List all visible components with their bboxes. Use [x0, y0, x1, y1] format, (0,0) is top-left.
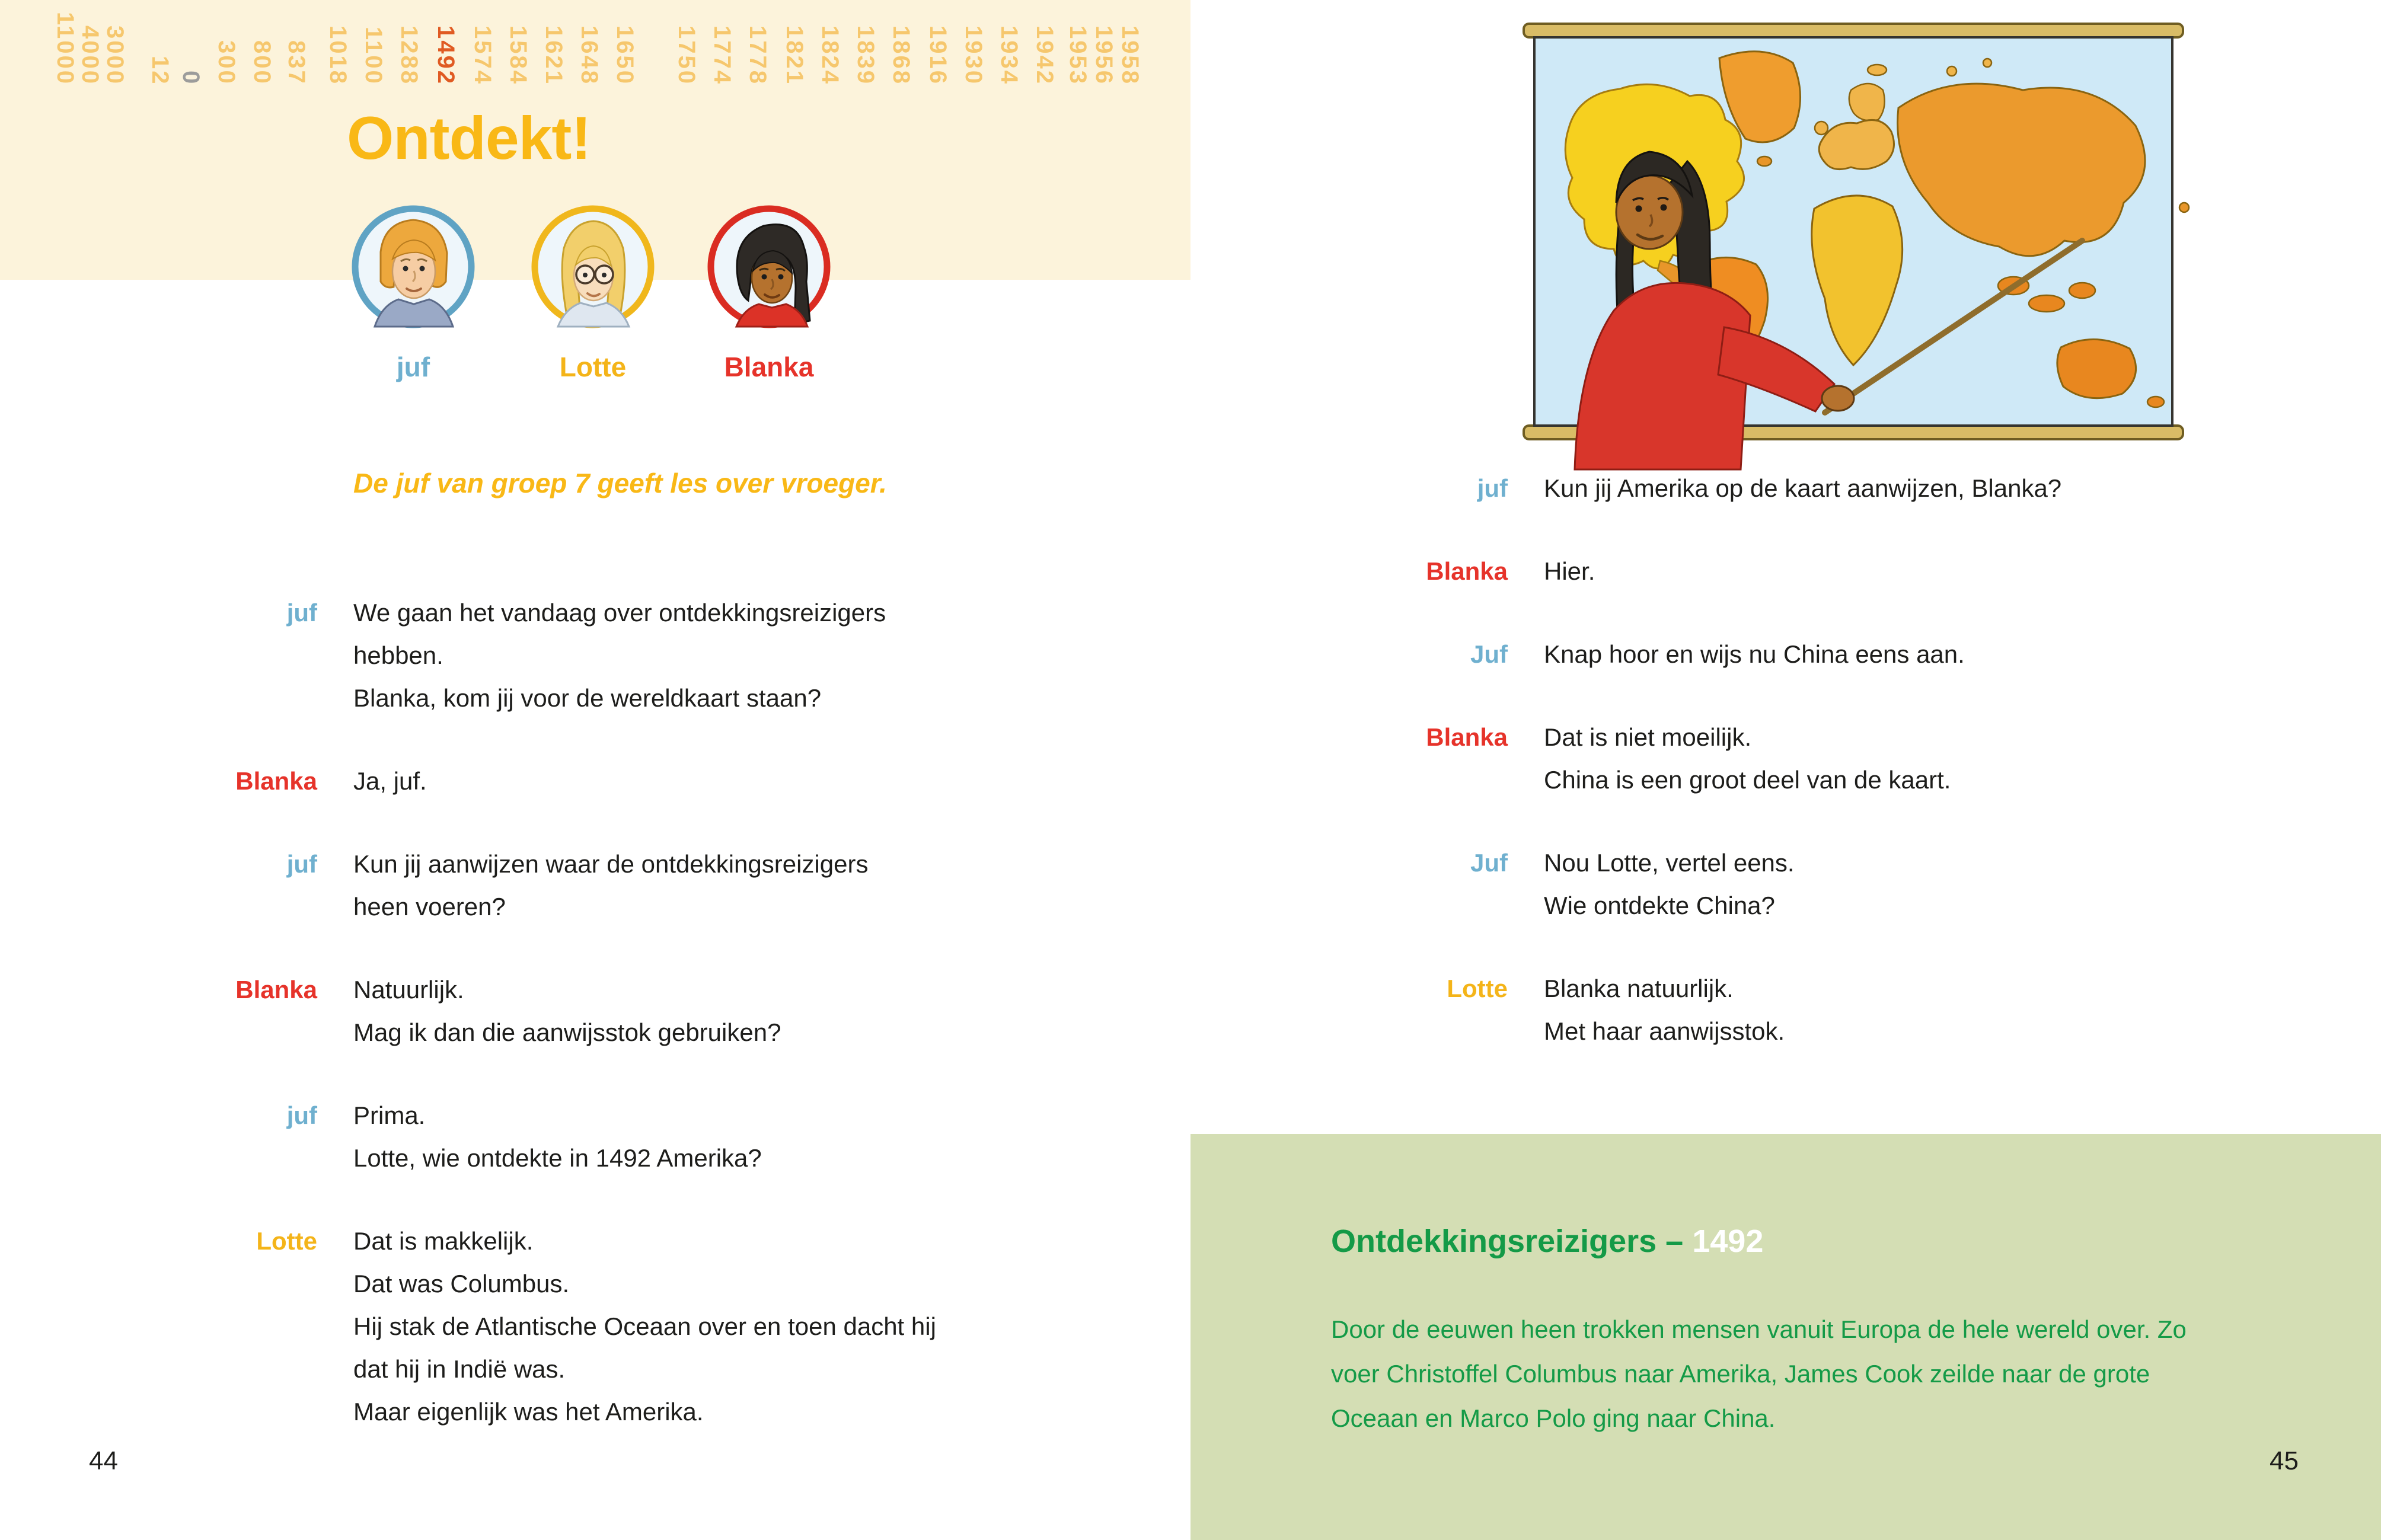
- timeline-year-1018: 1018: [325, 25, 351, 85]
- timeline-year-1930: 1930: [960, 25, 987, 85]
- dialogue-row: [0, 1094, 1190, 1180]
- timeline-year-1648: 1648: [576, 25, 602, 85]
- speech-lines: [1544, 716, 1951, 801]
- dialogue-line: We gaan het vandaag over ontdekkingsreizigers: [353, 599, 886, 627]
- dialogue-line: Prima.: [353, 1101, 426, 1129]
- world-map-illustration-icon: [1441, 6, 2223, 474]
- speech-lines: [353, 592, 886, 720]
- timeline-year-1839: 1839: [853, 25, 879, 85]
- timeline-year-1100: 1100: [360, 27, 387, 85]
- info-box-title: [1331, 1223, 1763, 1260]
- info-box-body-line: Oceaan en Marco Polo ging naar China.: [1331, 1404, 1776, 1432]
- left-page-dialogue: [0, 592, 1190, 1474]
- speech-lines: [1544, 550, 1595, 593]
- dialogue-row: [1190, 716, 2381, 801]
- speech-lines: [1544, 842, 1795, 927]
- blanka-portrait-icon: [707, 205, 831, 329]
- timeline-year-1916: 1916: [925, 25, 951, 85]
- dialogue-row: [1190, 967, 2381, 1053]
- dialogue-line: Blanka natuurlijk.: [1544, 975, 1734, 1002]
- timeline-year-1584: 1584: [505, 25, 531, 85]
- dialogue-line: Blanka, kom jij voor de wereldkaart staan?: [353, 684, 822, 712]
- avatar-label-blanka: Blanka: [724, 352, 814, 382]
- timeline-year-3000: 3000: [102, 25, 128, 85]
- speaker-label: Juf: [1470, 640, 1508, 668]
- classroom-map-illustration: [1441, 6, 2223, 474]
- timeline-year-1288: 1288: [396, 25, 422, 85]
- timeline-year-1821: 1821: [781, 25, 808, 85]
- dialogue-line: hebben.: [353, 641, 443, 669]
- speaker-label: juf: [286, 850, 317, 878]
- speech-lines: [1544, 633, 1965, 676]
- speech-lines: [353, 1094, 762, 1180]
- avatar-label-lotte: Lotte: [559, 352, 627, 382]
- dialogue-line: Ja, juf.: [353, 767, 427, 795]
- dialogue-line: Kun jij aanwijzen waar de ontdekkingsreizigers: [353, 850, 869, 878]
- speech-lines: [353, 969, 781, 1054]
- info-box: [1190, 1134, 2381, 1540]
- info-box-body-line: Door de eeuwen heen trokken mensen vanuit Europa de hele wereld over. Zo: [1331, 1315, 2187, 1343]
- timeline-year-1868: 1868: [888, 25, 914, 85]
- dialogue-row: [0, 592, 1190, 720]
- timeline-year-1953: 1953: [1065, 25, 1091, 85]
- dialogue-row: [0, 969, 1190, 1054]
- speaker-label: Blanka: [235, 767, 317, 795]
- info-box-body-line: voer Christoffel Columbus naar Amerika, James Cook zeilde naar de grote: [1331, 1360, 2150, 1388]
- speaker-label: Lotte: [256, 1227, 317, 1255]
- juf-portrait-icon: [351, 205, 475, 329]
- dialogue-row: [0, 843, 1190, 928]
- dialogue-row: [1190, 842, 2381, 927]
- speaker-label: Blanka: [1426, 723, 1508, 751]
- timeline-year-4000: 4000: [77, 25, 103, 85]
- timeline-year-1778: 1778: [745, 25, 771, 85]
- timeline-year-1750: 1750: [674, 25, 700, 85]
- speech-lines: [353, 760, 427, 803]
- dialogue-row: [1190, 550, 2381, 593]
- timeline-year-300: 300: [213, 40, 240, 85]
- timeline-year-12: 12: [147, 55, 173, 85]
- dialogue-line: Lotte, wie ontdekte in 1492 Amerika?: [353, 1144, 762, 1172]
- info-box-body: [1331, 1307, 2187, 1440]
- dialogue-line: Hij stak de Atlantische Oceaan over en toen dacht hij: [353, 1312, 936, 1340]
- dialogue-line: Dat is makkelijk.: [353, 1227, 534, 1255]
- timeline-year-1934: 1934: [996, 25, 1022, 85]
- dialogue-line: Knap hoor en wijs nu China eens aan.: [1544, 640, 1965, 668]
- timeline-year-1574: 1574: [470, 25, 496, 85]
- dialogue-line: Kun jij Amerika op de kaart aanwijzen, Blanka?: [1544, 474, 2062, 502]
- dialogue-row: [1190, 633, 2381, 676]
- lotte-portrait-icon: [531, 205, 655, 329]
- speech-lines: [353, 1220, 936, 1433]
- page-number-left: 44: [89, 1446, 118, 1475]
- dialogue-row: [0, 760, 1190, 803]
- dialogue-line: heen voeren?: [353, 893, 506, 921]
- speech-lines: [1544, 467, 2061, 510]
- dialogue-row: [1190, 467, 2381, 510]
- dialogue-line: Dat was Columbus.: [353, 1270, 570, 1298]
- timeline-year-1621: 1621: [541, 25, 567, 85]
- timeline: [0, 0, 1190, 90]
- avatar-juf: [351, 205, 475, 329]
- avatar-label-juf: juf: [396, 352, 430, 382]
- dialogue-line: Natuurlijk.: [353, 976, 464, 1004]
- speech-lines: [353, 843, 868, 928]
- timeline-year-0: 0: [178, 70, 204, 85]
- timeline-year-1650: 1650: [612, 25, 638, 85]
- page-title: Ontdekt!: [347, 104, 591, 172]
- speaker-label: juf: [286, 1101, 317, 1129]
- dialogue-line: Hier.: [1544, 557, 1595, 585]
- right-page-dialogue: [1190, 467, 2381, 1093]
- dialogue-line: Mag ik dan die aanwijsstok gebruiken?: [353, 1018, 781, 1046]
- timeline-year-1942: 1942: [1032, 25, 1058, 85]
- speaker-label: Blanka: [235, 976, 317, 1004]
- speech-lines: [1544, 967, 1785, 1053]
- info-box-title-text: Ontdekkingsreizigers –: [1331, 1223, 1684, 1259]
- timeline-year-800: 800: [249, 40, 275, 85]
- dialogue-line: Maar eigenlijk was het Amerika.: [353, 1398, 704, 1426]
- timeline-year-1824: 1824: [817, 25, 843, 85]
- timeline-year-1956: 1956: [1091, 25, 1117, 85]
- speaker-label: juf: [1477, 474, 1508, 502]
- avatar-blanka: [707, 205, 831, 329]
- dialogue-line: Met haar aanwijsstok.: [1544, 1017, 1785, 1045]
- intro-line: De juf van groep 7 geeft les over vroeger.: [353, 468, 887, 499]
- timeline-year-1774: 1774: [709, 25, 735, 85]
- speaker-label: juf: [286, 599, 317, 627]
- timeline-year-11000: 11000: [52, 11, 78, 85]
- timeline-year-1958: 1958: [1117, 25, 1143, 85]
- dialogue-row: [0, 1220, 1190, 1433]
- speaker-label: Lotte: [1447, 975, 1508, 1002]
- speaker-label: Blanka: [1426, 557, 1508, 585]
- page-number-right: 45: [2270, 1446, 2299, 1475]
- avatar-lotte: [531, 205, 655, 329]
- dialogue-line: China is een groot deel van de kaart.: [1544, 766, 1951, 794]
- dialogue-line: Wie ontdekte China?: [1544, 892, 1775, 919]
- speaker-label: Juf: [1470, 849, 1508, 877]
- timeline-year-1492: 1492: [433, 25, 459, 85]
- dialogue-line: Nou Lotte, vertel eens.: [1544, 849, 1795, 877]
- dialogue-line: Dat is niet moeilijk.: [1544, 723, 1752, 751]
- dialogue-line: dat hij in Indië was.: [353, 1355, 566, 1383]
- timeline-year-837: 837: [283, 40, 309, 85]
- info-box-title-year: 1492: [1692, 1223, 1764, 1259]
